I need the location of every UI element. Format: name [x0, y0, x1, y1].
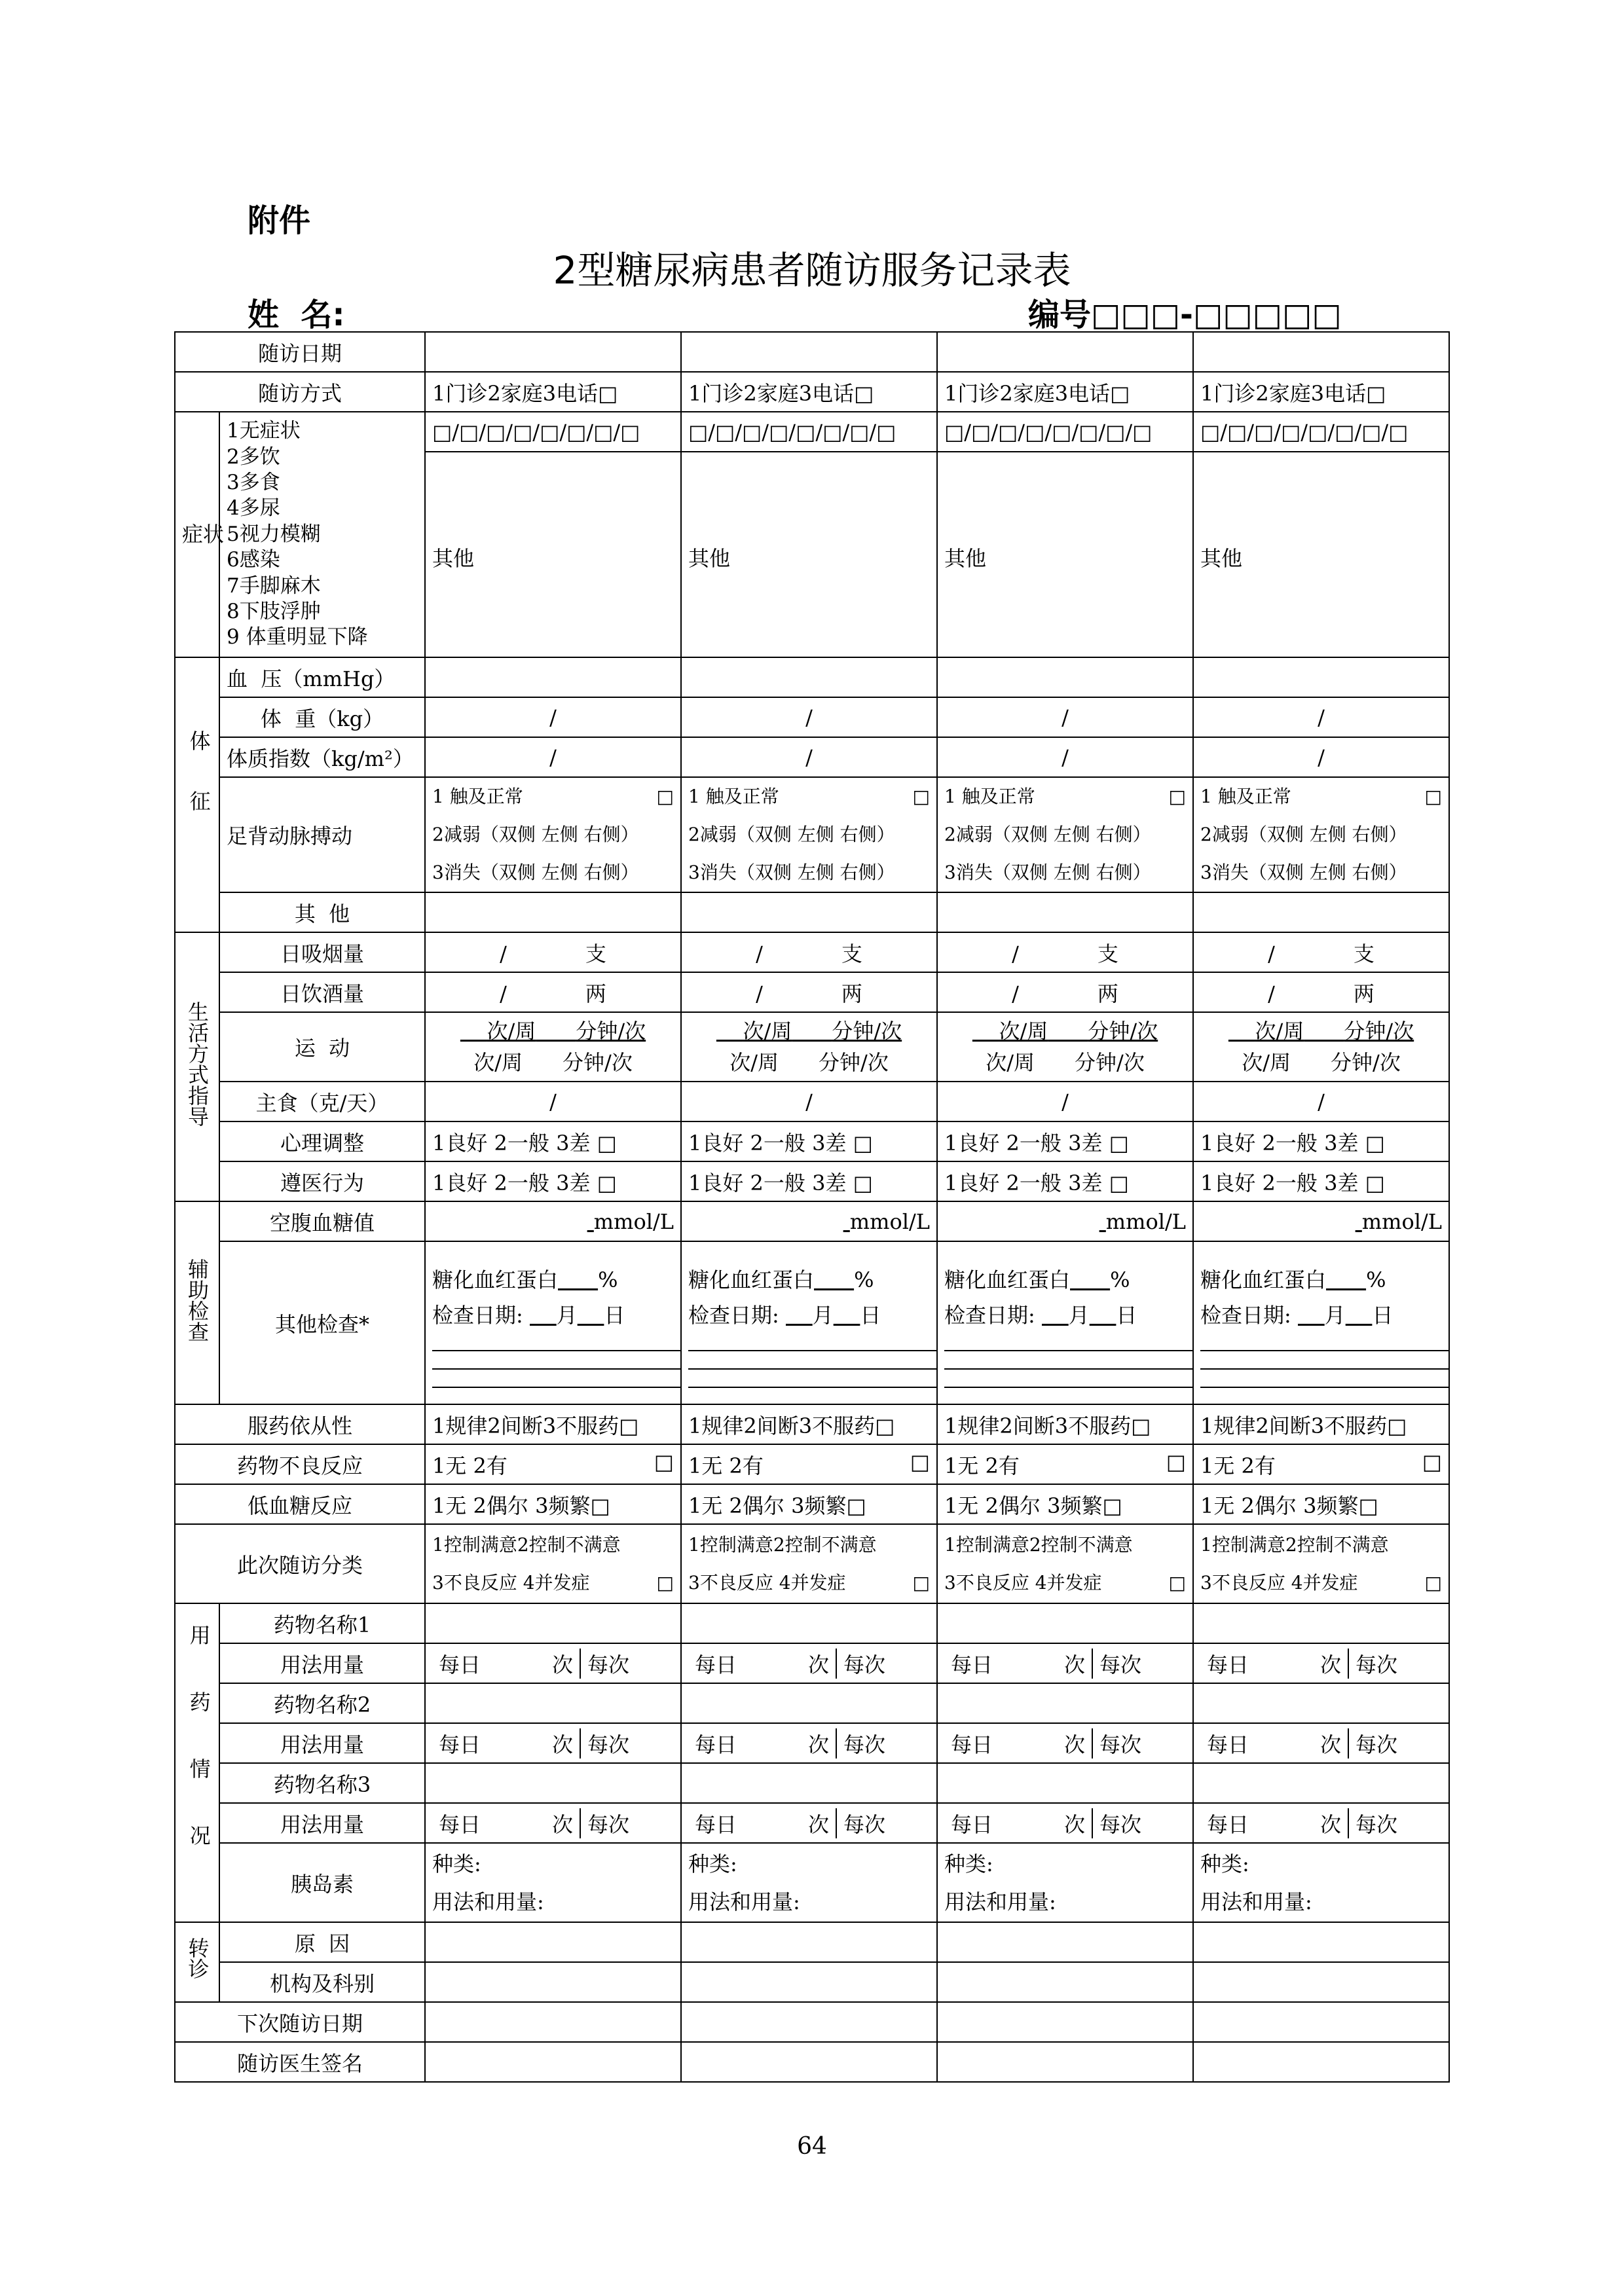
- row-drinking: [175, 972, 1449, 1012]
- symptom-item: 4多尿: [227, 496, 280, 520]
- label-usage: 用法用量: [219, 1723, 425, 1763]
- cell-drug1[interactable]: [425, 1603, 681, 1643]
- label-next-date: 下次随访日期: [175, 2002, 425, 2042]
- cell-hypo[interactable]: 1无 2偶尔 3频繁□: [1193, 1484, 1449, 1524]
- cell-adherence[interactable]: 1规律2间断3不服药□: [425, 1404, 681, 1444]
- symptom-item: 2多饮: [227, 445, 280, 469]
- cell-fbg[interactable]: mmol/L: [937, 1201, 1193, 1241]
- cell-visit-method[interactable]: 1门诊2家庭3电话□: [1193, 372, 1449, 412]
- label-other-tests: 其他检查*: [219, 1241, 425, 1404]
- row-weight: [175, 697, 1449, 737]
- patient-id-label: 编号□□□-□□□□□: [1028, 297, 1342, 333]
- cell-drug3[interactable]: [681, 1763, 937, 1803]
- cell-institution[interactable]: [937, 1962, 1193, 2002]
- cell-bp[interactable]: [681, 657, 937, 697]
- cell-smoking[interactable]: / 支: [425, 932, 681, 972]
- cell-adverse[interactable]: 1无 2有 □: [681, 1444, 937, 1484]
- symptom-item: 7手脚麻木: [227, 574, 321, 598]
- cell-fbg[interactable]: mmol/L: [1193, 1201, 1449, 1241]
- cell-usage[interactable]: 每日 次 每次: [425, 1723, 681, 1763]
- cell-next-date[interactable]: [681, 2002, 937, 2042]
- cell-adherence[interactable]: 1规律2间断3不服药□: [937, 1404, 1193, 1444]
- cell-weight[interactable]: /: [425, 697, 681, 737]
- label-signs-other: 其 他: [219, 892, 425, 932]
- cell-doctor-signature[interactable]: [1193, 2042, 1449, 2082]
- cell-drug2[interactable]: [425, 1683, 681, 1723]
- label-drug2: 药物名称2: [219, 1683, 425, 1723]
- cell-reason[interactable]: [681, 1922, 937, 1962]
- label-insulin: 胰岛素: [219, 1843, 425, 1922]
- label-classification: 此次随访分类: [175, 1524, 425, 1603]
- cell-bmi[interactable]: /: [937, 737, 1193, 777]
- cell-pulse[interactable]: 1 触及正常 □ 2减弱（双侧 左侧 右侧） 3消失（双侧 左侧 右侧）: [425, 777, 681, 892]
- cell-bp[interactable]: [425, 657, 681, 697]
- cell-next-date[interactable]: [1193, 2002, 1449, 2042]
- cell-hypo[interactable]: 1无 2偶尔 3频繁□: [681, 1484, 937, 1524]
- label-weight: 体 重（kg）: [219, 697, 425, 737]
- cell-staple[interactable]: /: [937, 1082, 1193, 1121]
- cell-insulin[interactable]: 种类: 用法和用量:: [937, 1843, 1193, 1922]
- group-symptoms: 症状: [175, 412, 219, 657]
- row-doctor: [175, 2042, 1449, 2082]
- symptom-item: 8下肢浮肿: [227, 599, 321, 623]
- cell-usage[interactable]: 每日 次 每次: [937, 1803, 1193, 1843]
- symptom-item: 3多食: [227, 471, 280, 495]
- cell-drug3[interactable]: [1193, 1763, 1449, 1803]
- label-pulse: 足背动脉搏动: [219, 777, 425, 892]
- cell-other-tests[interactable]: 糖化血红蛋白 % 检查日期: 月 日: [681, 1241, 937, 1404]
- label-drug1: 药物名称1: [219, 1603, 425, 1643]
- cell-hypo[interactable]: 1无 2偶尔 3频繁□: [937, 1484, 1193, 1524]
- cell-reason[interactable]: [1193, 1922, 1449, 1962]
- row-drug3: [175, 1763, 1449, 1803]
- cell-staple[interactable]: /: [425, 1082, 681, 1121]
- cell-adherence[interactable]: 1规律2间断3不服药□: [1193, 1404, 1449, 1444]
- cell-symptom-boxes[interactable]: □/□/□/□/□/□/□/□: [1193, 412, 1449, 452]
- cell-pulse[interactable]: 1 触及正常 □ 2减弱（双侧 左侧 右侧） 3消失（双侧 左侧 右侧）: [1193, 777, 1449, 892]
- row-fbg: [175, 1201, 1449, 1241]
- cell-fbg[interactable]: mmol/L: [681, 1201, 937, 1241]
- row-pulse: [175, 777, 1449, 892]
- cell-fbg[interactable]: mmol/L: [425, 1201, 681, 1241]
- form-title: 2型糖尿病患者随访服务记录表: [553, 248, 1071, 293]
- label-visit-method: 随访方式: [175, 372, 425, 412]
- cell-usage[interactable]: 每日 次 每次: [937, 1723, 1193, 1763]
- cell-visit-date[interactable]: [937, 332, 1193, 372]
- cell-adverse[interactable]: 1无 2有 □: [937, 1444, 1193, 1484]
- cell-compliance[interactable]: 1良好 2一般 3差 □: [1193, 1161, 1449, 1201]
- row-staple: [175, 1082, 1449, 1121]
- row-referral-reason: [175, 1922, 1449, 1962]
- cell-symptom-boxes[interactable]: □/□/□/□/□/□/□/□: [425, 412, 681, 452]
- label-mental: 心理调整: [219, 1121, 425, 1161]
- cell-doctor-signature[interactable]: [937, 2042, 1193, 2082]
- cell-mental[interactable]: 1良好 2一般 3差 □: [681, 1121, 937, 1161]
- cell-classification[interactable]: 1控制满意2控制不满意 3不良反应 4并发症 □: [937, 1524, 1193, 1603]
- cell-drinking[interactable]: / 两: [681, 972, 937, 1012]
- cell-doctor-signature[interactable]: [425, 2042, 681, 2082]
- cell-drug1[interactable]: [937, 1603, 1193, 1643]
- cell-mental[interactable]: 1良好 2一般 3差 □: [425, 1121, 681, 1161]
- cell-usage[interactable]: 每日 次 每次: [425, 1803, 681, 1843]
- label-exercise: 运 动: [219, 1012, 425, 1082]
- cell-drug3[interactable]: [937, 1763, 1193, 1803]
- cell-classification[interactable]: 1控制满意2控制不满意 3不良反应 4并发症 □: [1193, 1524, 1449, 1603]
- cell-smoking[interactable]: / 支: [681, 932, 937, 972]
- row-next-date: [175, 2002, 1449, 2042]
- cell-visit-date[interactable]: [681, 332, 937, 372]
- cell-visit-method[interactable]: 1门诊2家庭3电话□: [937, 372, 1193, 412]
- row-adherence: [175, 1404, 1449, 1444]
- cell-bp[interactable]: [1193, 657, 1449, 697]
- row-bmi: [175, 737, 1449, 777]
- cell-classification[interactable]: 1控制满意2控制不满意 3不良反应 4并发症 □: [425, 1524, 681, 1603]
- symptom-item: 9 体重明显下降: [227, 625, 368, 649]
- cell-adverse[interactable]: 1无 2有 □: [1193, 1444, 1449, 1484]
- cell-weight[interactable]: /: [1193, 697, 1449, 737]
- cell-symptom-other[interactable]: 其他: [681, 452, 937, 657]
- label-institution: 机构及科别: [219, 1962, 425, 2002]
- cell-drinking[interactable]: / 两: [937, 972, 1193, 1012]
- cell-other-tests[interactable]: 糖化血红蛋白 % 检查日期: 月 日: [937, 1241, 1193, 1404]
- cell-insulin[interactable]: 种类: 用法和用量:: [1193, 1843, 1449, 1922]
- cell-visit-method[interactable]: 1门诊2家庭3电话□: [681, 372, 937, 412]
- cell-adverse[interactable]: 1无 2有 □: [425, 1444, 681, 1484]
- label-staple: 主食（克/天）: [219, 1082, 425, 1121]
- row-referral-institution: [175, 1962, 1449, 2002]
- cell-usage[interactable]: 每日 次 每次: [1193, 1803, 1449, 1843]
- page-number: 64: [797, 2133, 827, 2160]
- cell-doctor-signature[interactable]: [681, 2042, 937, 2082]
- cell-reason[interactable]: [937, 1922, 1193, 1962]
- cell-exercise[interactable]: 次/周 分钟/次 次/周 分钟/次: [1193, 1012, 1449, 1082]
- cell-insulin[interactable]: 种类: 用法和用量:: [681, 1843, 937, 1922]
- cell-smoking[interactable]: / 支: [937, 932, 1193, 972]
- label-hypo: 低血糖反应: [175, 1484, 425, 1524]
- row-drug2: [175, 1683, 1449, 1723]
- cell-symptom-other[interactable]: 其他: [937, 452, 1193, 657]
- row-drug1: [175, 1603, 1449, 1643]
- symptom-item: 6感染: [227, 548, 280, 572]
- cell-visit-date[interactable]: [1193, 332, 1449, 372]
- cell-staple[interactable]: /: [1193, 1082, 1449, 1121]
- cell-drug3[interactable]: [425, 1763, 681, 1803]
- cell-pulse[interactable]: 1 触及正常 □ 2减弱（双侧 左侧 右侧） 3消失（双侧 左侧 右侧）: [681, 777, 937, 892]
- label-usage: 用法用量: [219, 1803, 425, 1843]
- cell-next-date[interactable]: [425, 2002, 681, 2042]
- cell-institution[interactable]: [425, 1962, 681, 2002]
- group-lifestyle: 生活方式指导: [175, 932, 219, 1201]
- row-visit-method: [175, 372, 1449, 412]
- cell-symptom-other[interactable]: 其他: [1193, 452, 1449, 657]
- cell-mental[interactable]: 1良好 2一般 3差 □: [1193, 1121, 1449, 1161]
- cell-usage[interactable]: 每日 次 每次: [1193, 1723, 1449, 1763]
- symptom-item: 5视力模糊: [227, 522, 321, 546]
- attachment-label: 附件: [248, 202, 311, 239]
- label-reason: 原 因: [219, 1922, 425, 1962]
- group-medication: 用药情况: [175, 1603, 219, 1922]
- row-smoking: [175, 932, 1449, 972]
- cell-bp[interactable]: [937, 657, 1193, 697]
- cell-signs-other[interactable]: [425, 892, 681, 932]
- cell-other-tests[interactable]: 糖化血红蛋白 % 检查日期: 月 日: [1193, 1241, 1449, 1404]
- cell-compliance[interactable]: 1良好 2一般 3差 □: [937, 1161, 1193, 1201]
- cell-exercise[interactable]: 次/周 分钟/次 次/周 分钟/次: [425, 1012, 681, 1082]
- row-signs-other: [175, 892, 1449, 932]
- symptoms-list: [219, 412, 425, 657]
- cell-signs-other[interactable]: [681, 892, 937, 932]
- cell-exercise[interactable]: 次/周 分钟/次 次/周 分钟/次: [937, 1012, 1193, 1082]
- cell-institution[interactable]: [681, 1962, 937, 2002]
- cell-drug2[interactable]: [681, 1683, 937, 1723]
- group-aux: 辅助检查: [175, 1201, 219, 1404]
- label-drug3: 药物名称3: [219, 1763, 425, 1803]
- cell-usage[interactable]: 每日 次 每次: [681, 1643, 937, 1683]
- row-usage3: [175, 1803, 1449, 1843]
- row-other-tests: [175, 1241, 1449, 1404]
- label-usage: 用法用量: [219, 1643, 425, 1683]
- row-hypo: [175, 1484, 1449, 1524]
- cell-drug1[interactable]: [1193, 1603, 1449, 1643]
- row-mental: [175, 1121, 1449, 1161]
- cell-bmi[interactable]: /: [1193, 737, 1449, 777]
- patient-name-label: 姓 名:: [248, 297, 345, 333]
- cell-drinking[interactable]: / 两: [425, 972, 681, 1012]
- cell-hypo[interactable]: 1无 2偶尔 3频繁□: [425, 1484, 681, 1524]
- group-signs: 体征: [175, 657, 219, 932]
- symptom-item: 1无症状: [227, 419, 301, 443]
- cell-usage[interactable]: 每日 次 每次: [1193, 1643, 1449, 1683]
- cell-drug1[interactable]: [681, 1603, 937, 1643]
- cell-weight[interactable]: /: [681, 697, 937, 737]
- cell-exercise[interactable]: 次/周 分钟/次 次/周 分钟/次: [681, 1012, 937, 1082]
- row-usage1: [175, 1643, 1449, 1683]
- row-adverse: [175, 1444, 1449, 1484]
- row-bp: [175, 657, 1449, 697]
- cell-symptom-boxes[interactable]: □/□/□/□/□/□/□/□: [937, 412, 1193, 452]
- row-exercise: [175, 1012, 1449, 1082]
- cell-institution[interactable]: [1193, 1962, 1449, 2002]
- cell-signs-other[interactable]: [1193, 892, 1449, 932]
- cell-symptom-other[interactable]: 其他: [425, 452, 681, 657]
- cell-usage[interactable]: 每日 次 每次: [681, 1803, 937, 1843]
- label-drinking: 日饮酒量: [219, 972, 425, 1012]
- row-usage2: [175, 1723, 1449, 1763]
- label-fbg: 空腹血糖值: [219, 1201, 425, 1241]
- row-insulin: [175, 1843, 1449, 1922]
- cell-compliance[interactable]: 1良好 2一般 3差 □: [681, 1161, 937, 1201]
- cell-usage[interactable]: 每日 次 每次: [937, 1643, 1193, 1683]
- cell-pulse[interactable]: 1 触及正常 □ 2减弱（双侧 左侧 右侧） 3消失（双侧 左侧 右侧）: [937, 777, 1193, 892]
- cell-reason[interactable]: [425, 1922, 681, 1962]
- cell-drinking[interactable]: / 两: [1193, 972, 1449, 1012]
- cell-classification[interactable]: 1控制满意2控制不满意 3不良反应 4并发症 □: [681, 1524, 937, 1603]
- cell-staple[interactable]: /: [681, 1082, 937, 1121]
- cell-smoking[interactable]: / 支: [1193, 932, 1449, 972]
- cell-mental[interactable]: 1良好 2一般 3差 □: [937, 1121, 1193, 1161]
- label-doctor: 随访医生签名: [175, 2042, 425, 2082]
- row-compliance: [175, 1161, 1449, 1201]
- label-adverse: 药物不良反应: [175, 1444, 425, 1484]
- row-symptoms-boxes: [175, 412, 1449, 452]
- label-adherence: 服药依从性: [175, 1404, 425, 1444]
- cell-usage[interactable]: 每日 次 每次: [425, 1643, 681, 1683]
- group-referral: 转诊: [175, 1922, 219, 2002]
- label-compliance: 遵医行为: [219, 1161, 425, 1201]
- cell-adherence[interactable]: 1规律2间断3不服药□: [681, 1404, 937, 1444]
- cell-drug2[interactable]: [937, 1683, 1193, 1723]
- label-smoking: 日吸烟量: [219, 932, 425, 972]
- cell-usage[interactable]: 每日 次 每次: [681, 1723, 937, 1763]
- cell-signs-other[interactable]: [937, 892, 1193, 932]
- cell-drug2[interactable]: [1193, 1683, 1449, 1723]
- cell-bmi[interactable]: /: [681, 737, 937, 777]
- label-bp: 血 压（mmHg）: [219, 657, 425, 697]
- cell-compliance[interactable]: 1良好 2一般 3差 □: [425, 1161, 681, 1201]
- cell-insulin[interactable]: 种类: 用法和用量:: [425, 1843, 681, 1922]
- label-visit-date: 随访日期: [175, 332, 425, 372]
- cell-next-date[interactable]: [937, 2002, 1193, 2042]
- cell-visit-date[interactable]: [425, 332, 681, 372]
- cell-weight[interactable]: /: [937, 697, 1193, 737]
- label-bmi: 体质指数（kg/m²）: [219, 737, 425, 777]
- cell-visit-method[interactable]: 1门诊2家庭3电话□: [425, 372, 681, 412]
- row-visit-date: [175, 332, 1449, 372]
- row-classification: [175, 1524, 1449, 1603]
- followup-record-table: [174, 331, 1450, 2083]
- cell-other-tests[interactable]: 糖化血红蛋白 % 检查日期: 月 日: [425, 1241, 681, 1404]
- cell-symptom-boxes[interactable]: □/□/□/□/□/□/□/□: [681, 412, 937, 452]
- cell-bmi[interactable]: /: [425, 737, 681, 777]
